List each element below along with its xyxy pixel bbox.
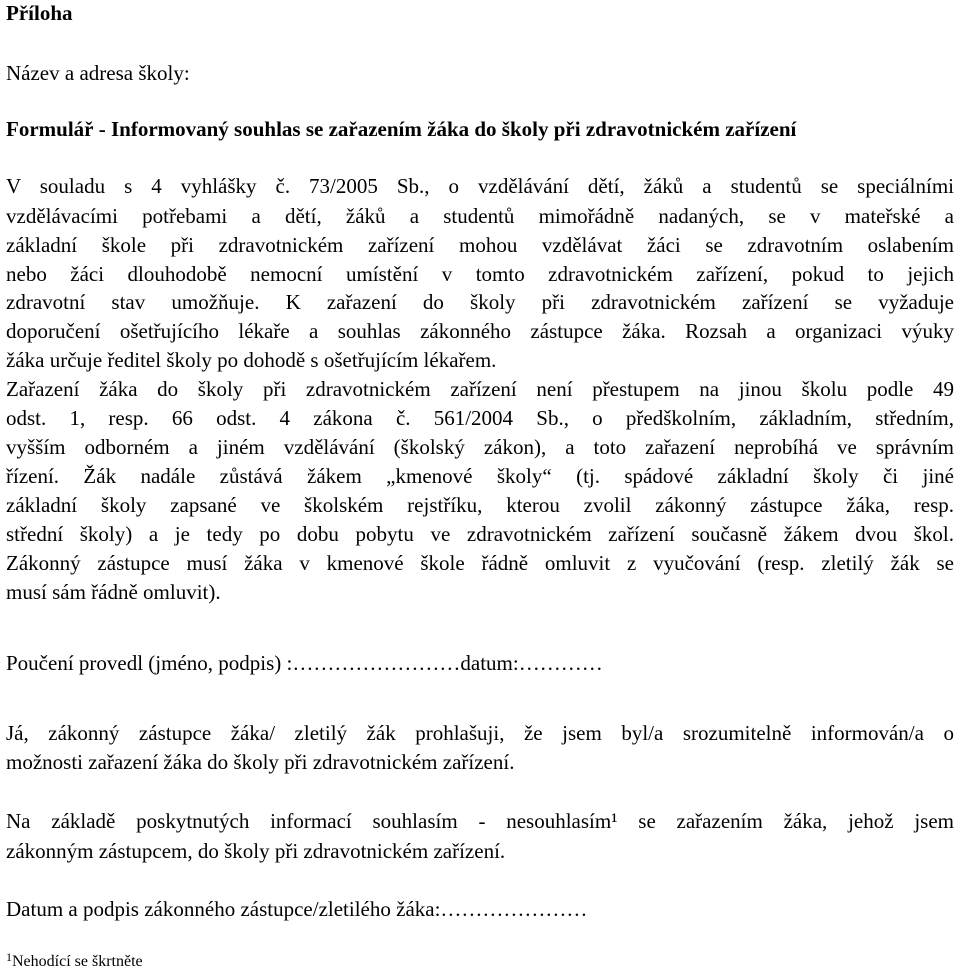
footnote-marker: 1	[6, 950, 12, 964]
paragraph-line: základní školy zapsané ve školském rejstříku, kterou zvolil zákonný zástupce žáka, resp.	[6, 493, 954, 517]
paragraph-line: Zařazení žáka do školy při zdravotnickém zařízení není přestupem na jinou školu podle 49	[6, 377, 954, 401]
school-name-label: Název a adresa školy:	[6, 61, 190, 85]
paragraph-line: střední školy) a je tedy po dobu pobytu ve zdravotnickém zařízení současně žákem dvou škol.	[6, 522, 954, 546]
paragraph-line: základní škole při zdravotnickém zařízení mohou vzdělávat žáci se zdravotním oslabením	[6, 233, 954, 257]
guardian-signature-line: Datum a podpis zákonného zástupce/zletilého žáka:…………………	[6, 897, 588, 921]
paragraph-line: nebo žáci dlouhodobě nemocní umístění v tomto zdravotnickém zařízení, pokud to jejich	[6, 262, 954, 286]
instruction-signature-line: Poučení provedl (jméno, podpis) :……………………datum:…………	[6, 651, 603, 675]
paragraph-line: žáka určuje ředitel školy po dohodě s ošetřujícím lékařem.	[6, 348, 497, 372]
paragraph-line: zákonným zástupcem, do školy při zdravotnickém zařízení.	[6, 839, 506, 863]
paragraph-line: V souladu s 4 vyhlášky č. 73/2005 Sb., o vzdělávání dětí, žáků a studentů se speciálními	[6, 174, 954, 198]
heading: Příloha	[6, 1, 73, 25]
paragraph-line: vzdělávacími potřebami a dětí, žáků a studentů mimořádně nadaných, se v mateřské a	[6, 204, 954, 228]
footnote-text: Nehodící se škrtněte	[12, 953, 143, 970]
paragraph-line: odst. 1, resp. 66 odst. 4 zákona č. 561/2004 Sb., o předškolním, základním, středním,	[6, 406, 954, 430]
form-title: Formulář - Informovaný souhlas se zařazením žáka do školy při zdravotnickém zařízení	[6, 117, 797, 141]
paragraph-line: Zákonný zástupce musí žáka v kmenové škole řádně omluvit z vyučování (resp. zletilý žák se	[6, 551, 954, 575]
paragraph-line: Já, zákonný zástupce žáka/ zletilý žák prohlašuji, že jsem byl/a srozumitelně informován/a o	[6, 721, 954, 745]
paragraph-line: musí sám řádně omluvit).	[6, 580, 221, 604]
paragraph-line: Na základě poskytnutých informací souhlasím - nesouhlasím¹ se zařazením žáka, jehož jsem	[6, 809, 954, 833]
paragraph-line: zdravotní stav umožňuje. K zařazení do školy při zdravotnickém zařízení se vyžaduje	[6, 290, 954, 314]
footnote	[6, 952, 143, 972]
paragraph-line: řízení. Žák nadále zůstává žákem „kmenové školy“ (tj. spádové základní školy či jiné	[6, 464, 954, 488]
paragraph-line: vyšším odborném a jiném vzdělávání (školský zákon), a toto zařazení neprobíhá ve správním	[6, 435, 954, 459]
paragraph-line: doporučení ošetřujícího lékaře a souhlas zákonného zástupce žáka. Rozsah a organizaci výuky	[6, 319, 954, 343]
paragraph-line: možnosti zařazení žáka do školy při zdravotnickém zařízení.	[6, 750, 515, 774]
